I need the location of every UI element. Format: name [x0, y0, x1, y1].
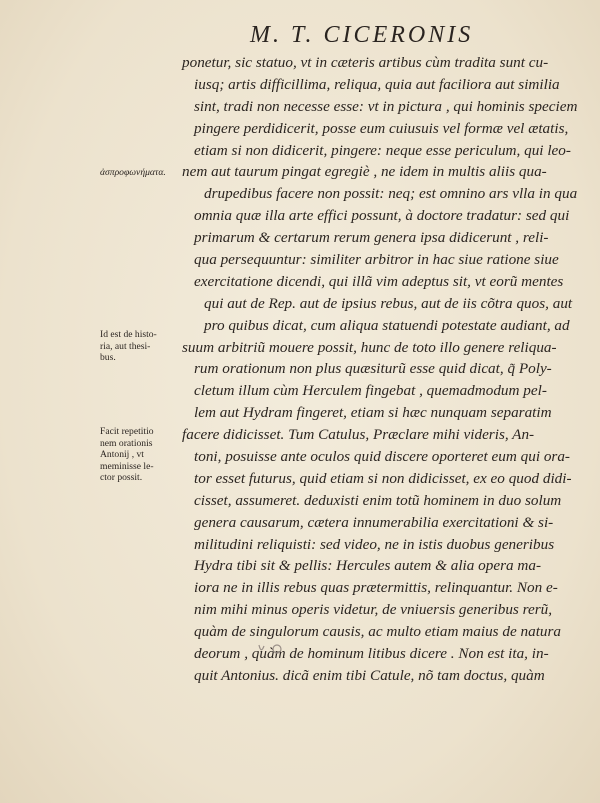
text-line: pro quibus dicat, cum aliqua statuendi potestate audiant, ad [204, 316, 570, 334]
text-line: primarum & certarum rerum genera ipsa didicerunt , reli- [194, 229, 549, 247]
margin-note-line: Antonij , vt [100, 449, 144, 460]
text-line: ponetur, sic statuo, vt in cæteris artibus cùm tradita sunt cu- [182, 54, 549, 71]
text-line: suum arbitriũ mouere possit, hunc de toto illo genere reliqua- [182, 338, 557, 356]
text-line: cisset, assumeret. deduxisti enim totũ hominem in duo solum [194, 491, 562, 509]
margin-note-greek-text: ἀσπροφωνήματα. [100, 167, 166, 178]
text-line: iusq; artis difficillima, reliqua, quia aut faciliora aut similia [194, 75, 560, 93]
text-line: nem aut taurum pingat egregiè , ne idem in multis aliis qua- [182, 163, 547, 181]
text-line: cletum illum cùm Herculem fingebat , quemadmodum pel- [194, 382, 547, 400]
margin-note-line: Id est de histo- [100, 329, 157, 340]
margin-note-repetitio [100, 426, 184, 484]
text-line: facere didicisset. Tum Catulus, Præclare mihi videris, An- [182, 426, 535, 444]
margin-note-greek [100, 167, 184, 179]
text-line: deorum , quàm de hominum litibus dicere . Non est ita, in- [194, 645, 549, 663]
text-line: omnia quæ illa arte effici possunt, à doctore tradatur: sed qui [194, 207, 570, 225]
text-line: exercitatione dicendi, qui illã vim adeptus sit, vt eorũ mentes [194, 272, 564, 290]
text-line: Hydra tibi sit & pellis: Hercules autem & alia opera ma- [194, 557, 542, 575]
text-line: nim mihi minus operis videtur, de vniuersis generibus rerũ, [194, 601, 553, 619]
text-line: qua persequuntur: similiter arbitror in hac siue ratione siue [194, 251, 559, 269]
text-line: pingere perdidicerit, posse eum cuiusuis vel formæ vel ætatis, [194, 119, 569, 137]
text-line: genera causarum, cætera innumerabilia exercitationi & si- [194, 513, 554, 531]
text-line: lem aut Hydram fingeret, etiam si hæc nunquam separatim [194, 404, 552, 422]
text-line: etiam si non didicerit, pingere: neque esse periculum, qui leo- [194, 141, 571, 159]
margin-note-line: nem orationis [100, 437, 153, 449]
text-line: iora ne in illis rebus quas prætermittis, relinquantur. Non e- [194, 579, 558, 597]
ink-blot-mark [255, 640, 289, 658]
text-line: militudini reliquisti: sed video, ne in istis duobus generibus [194, 535, 555, 553]
text-line: toni, posuisse ante oculos quid discere oporteret eum qui ora- [194, 448, 570, 466]
text-line: sint, tradi non necesse esse: vt in pictura , qui hominis speciem [194, 97, 578, 115]
running-head: M. T. CICERONIS [250, 22, 474, 48]
margin-note-historia [100, 329, 184, 364]
margin-note-line: bus. [100, 352, 116, 363]
text-line: rum orationum non plus quæsiturũ esse quid dicat, q̃ Poly- [194, 360, 552, 378]
margin-note-line: meminisse le- [100, 460, 154, 472]
text-line: quit Antonius. dicã enim tibi Catule, nõ tam doctus, quàm [194, 666, 545, 684]
text-line: tor esset futurus, quid etiam si non didicisset, ex eo quod didi- [194, 469, 572, 487]
text-line: drupedibus facere non possit: neq; est omnino ars vlla in qua [204, 185, 578, 203]
margin-note-line: ctor possit. [100, 472, 143, 483]
text-line: qui aut de Rep. aut de ipsius rebus, aut de iis cõtra quos, aut [204, 294, 573, 312]
margin-note-line: Facit repetitio [100, 426, 154, 437]
body-text [182, 52, 582, 687]
text-line: quàm de singulorum causis, ac multo etiam maius de natura [194, 623, 562, 641]
margin-note-line: ria, aut thesi- [100, 340, 151, 352]
